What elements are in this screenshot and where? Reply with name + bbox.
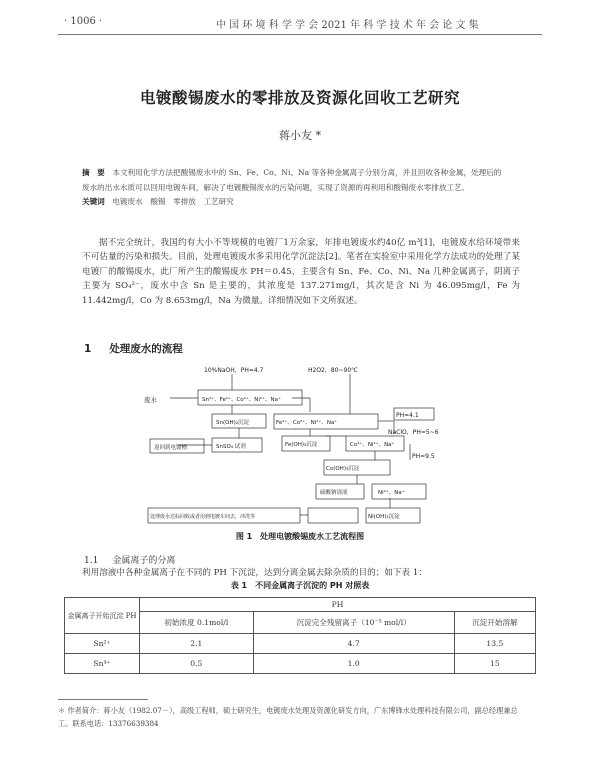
flow-mix-after-sn: Fe²⁺、Co²⁺、Ni²⁺、Na⁺ xyxy=(276,420,338,426)
table-col-dissolve: 沉淀开始溶解 xyxy=(454,612,535,634)
flow-mix-ni: Ni²⁺、Na⁺ xyxy=(378,490,405,496)
keywords: 电镀废水 酸锡 零排放 工艺研究 xyxy=(112,197,234,206)
table-row: Sn²⁺ 2.1 4.7 13.5 xyxy=(65,634,536,654)
process-flowchart xyxy=(140,360,480,530)
flow-na-salt: 硫酸钠溶液 xyxy=(320,490,348,496)
table-ph-header: PH xyxy=(140,598,536,612)
table-caption: 表 1 不同金属离子沉淀的 PH 对照表 xyxy=(230,581,370,590)
flow-naoh: 10%NaOH，PH=4.7 xyxy=(204,367,264,374)
author: 蒋小友 * xyxy=(279,129,321,142)
flow-mix-initial: Sn²⁺、Fe²⁺、Co²⁺、Ni²⁺、Na⁺ xyxy=(202,397,281,403)
flow-naclo: NaClO，PH=5~6 xyxy=(388,429,439,436)
table-col-initial: 初始浓度 0.1mol/l xyxy=(140,612,254,634)
flow-ni-precipitate: Ni(OH)₂沉淀 xyxy=(368,514,400,520)
section-heading-1-1: 1.1 金属离子的分离 xyxy=(84,556,176,566)
section-heading-1: 1 处理废水的流程 xyxy=(84,343,183,355)
flow-snso4: SnSO₄ 试剂 xyxy=(216,444,246,450)
ph-table xyxy=(64,597,536,674)
table-corner-label: 金属离子开始沉淀 PH xyxy=(65,598,140,634)
flow-ph-9-5: PH=9.5 xyxy=(412,453,435,460)
running-header: 中 国 环 境 科 学 学 会 2021 年 科 学 技 术 年 会 论 文 集 xyxy=(216,20,479,31)
flow-sn-reuse: 返回到电镀槽 xyxy=(154,445,188,451)
flow-co-precipitate: Co(OH)₃沉淀 xyxy=(326,466,360,472)
intro-paragraph: 据不完全统计，我国约有大小不等规模的电镀厂1万余家，年排电镀废水约40亿 m³[1]，电镀废水给环境带来不可估量的污染和损失。目前，处理电镀废水多采用化学沉淀法[2]。笔者在实验室中采用化学方法成功的处理了某电镀厂的酸锡废水，此厂所产生的酸锡废水 PH＝0.45，主要含有 Sn、Fe、Co、Ni、Na 几种金属离子，阴离子主要为 SO₄²⁻，废水中含 Sn 是主要的，其浓度是 137.271mg/l，其次是含 Ni 为 46.095mg/l，Fe 为 11.442mg/l，Co 为 8.653mg/l，Na 为微量。详细情况如下文所叙述。 xyxy=(82,238,520,306)
flow-h2o2: H2O2，80~90℃ xyxy=(308,367,358,374)
figure-caption: 图 1 处理电镀酸锡废水工艺流程图 xyxy=(235,532,365,541)
flow-effluent: 处理废水达标回收或者用到电镀车间去，冲洗等 xyxy=(150,514,256,520)
flow-input: 废水 xyxy=(144,396,157,404)
abstract xyxy=(82,166,502,210)
author-footnote: ＊ 作者简介：蒋小友（1982.07－），高级工程师，硕士研究生，电镀废水处理及资源化研发方向，广东博锋水处理科技有限公司，副总经理兼总工。联系电话：13376639384 xyxy=(58,706,518,728)
abstract-label: 摘 要 xyxy=(82,168,105,177)
flow-mix-co: Co³⁺、Ni²⁺、Na⁺ xyxy=(350,442,395,448)
flow-fe-precipitate: Fe(OH)₃沉淀 xyxy=(285,442,318,448)
flow-ph-4-1: PH=4.1 xyxy=(396,412,419,419)
header-rule xyxy=(58,34,542,35)
separation-paragraph: 利用溶液中各种金属离子在不同的 PH 下沉淀，达到分离金属去除杂质的目的；如下表 1： xyxy=(82,568,427,578)
paper-title: 电镀酸锡废水的零排放及资源化回收工艺研究 xyxy=(139,89,460,107)
abstract-text: 本文利用化学方法把酸锡废水中的 Sn、Fe、Co、Ni、Na 等各种金属离子分别分离，并且回收各种金属，处理后的废水的出水水质可以回用电镀车间，解决了电镀酸锡废水的污染问题，实现了资源的再利用和酸锡废水零排放工艺。 xyxy=(82,168,502,192)
table-col-complete: 沉淀完全残留离子（10⁻⁵ mol/l） xyxy=(253,612,454,634)
keywords-label: 关键词 xyxy=(82,197,105,206)
page-number: · 1006 · xyxy=(64,16,103,27)
table-row: Sn⁴⁺ 0.5 1.0 15 xyxy=(65,654,536,674)
footnote-rule xyxy=(58,699,148,700)
flow-sn-precipitate: Sn(OH)₂沉淀 xyxy=(216,420,249,426)
